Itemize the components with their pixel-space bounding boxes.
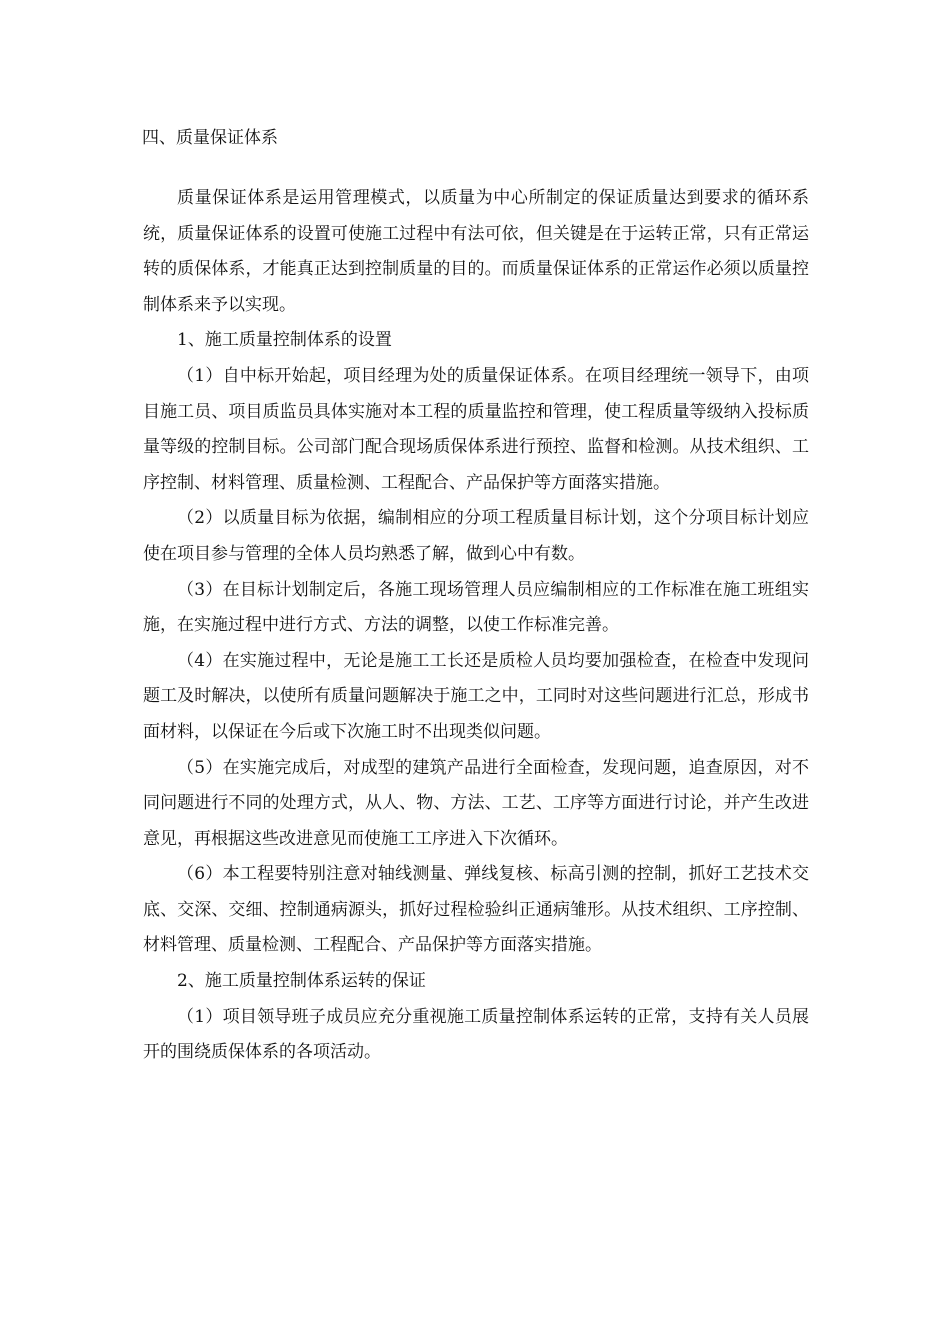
paragraph-item-3: （3）在目标计划制定后，各施工现场管理人员应编制相应的工作标准在施工班组实施，在实施过程中进行方式、方法的调整，以使工作标准完善。 — [143, 579, 809, 636]
paragraph-item-6: （6）本工程要特别注意对轴线测量、弹线复核、标高引测的控制，抓好工艺技术交底、交深、交细、控制通病源头，抓好过程检验纠正通病雏形。从技术组织、工序控制、材料管理、质量检测、工程配合、产品保护等方面落实措施。 — [143, 864, 809, 956]
document-body — [143, 181, 809, 1071]
paragraph-item-1: （1）自中标开始起，项目经理为处的质量保证体系。在项目经理统一领导下，由项目施工员、项目质监员具体实施对本工程的质量监控和管理，使工程质量等级纳入投标质量等级的控制目标。公司部门配合现场质保体系进行预控、监督和检测。从技术组织、工序控制、材料管理、质量检测、工程配合、产品保护等方面落实措施。 — [143, 365, 809, 493]
paragraph-item-2: （2）以质量目标为依据，编制相应的分项工程质量目标计划，这个分项目标计划应使在项目参与管理的全体人员均熟悉了解，做到心中有数。 — [143, 508, 809, 564]
paragraph-item-5: （5）在实施完成后，对成型的建筑产品进行全面检查，发现问题，追查原因，对不同问题进行不同的处理方式，从人、物、方法、工艺、工序等方面进行讨论，并产生改进意见，再根据这些改进意见而使施工工序进入下次循环。 — [143, 757, 809, 849]
subsection-heading-2: 2、施工质量控制体系运转的保证 — [177, 971, 426, 992]
section-heading: 四、质量保证体系 — [142, 128, 278, 148]
intro-paragraph: 质量保证体系是运用管理模式，以质量为中心所制定的保证质量达到要求的循环系统，质量保证体系的设置可使施工过程中有法可依，但关键是在于运转正常，只有正常运转的质保体系，才能真正达到控制质量的目的。而质量保证体系的正常运作必须以质量控制体系来予以实现。 — [143, 188, 809, 315]
paragraph-item-2-1: （1）项目领导班子成员应充分重视施工质量控制体系运转的正常，支持有关人员展开的围绕质保体系的各项活动。 — [143, 1006, 809, 1063]
paragraph-item-4: （4）在实施过程中，无论是施工工长还是质检人员均要加强检查，在检查中发现问题工及时解决，以使所有质量问题解决于施工之中，工同时对这些问题进行汇总，形成书面材料，以保证在今后或下次施工时不出现类似问题。 — [143, 650, 809, 742]
subsection-heading-1: 1、施工质量控制体系的设置 — [177, 330, 392, 351]
